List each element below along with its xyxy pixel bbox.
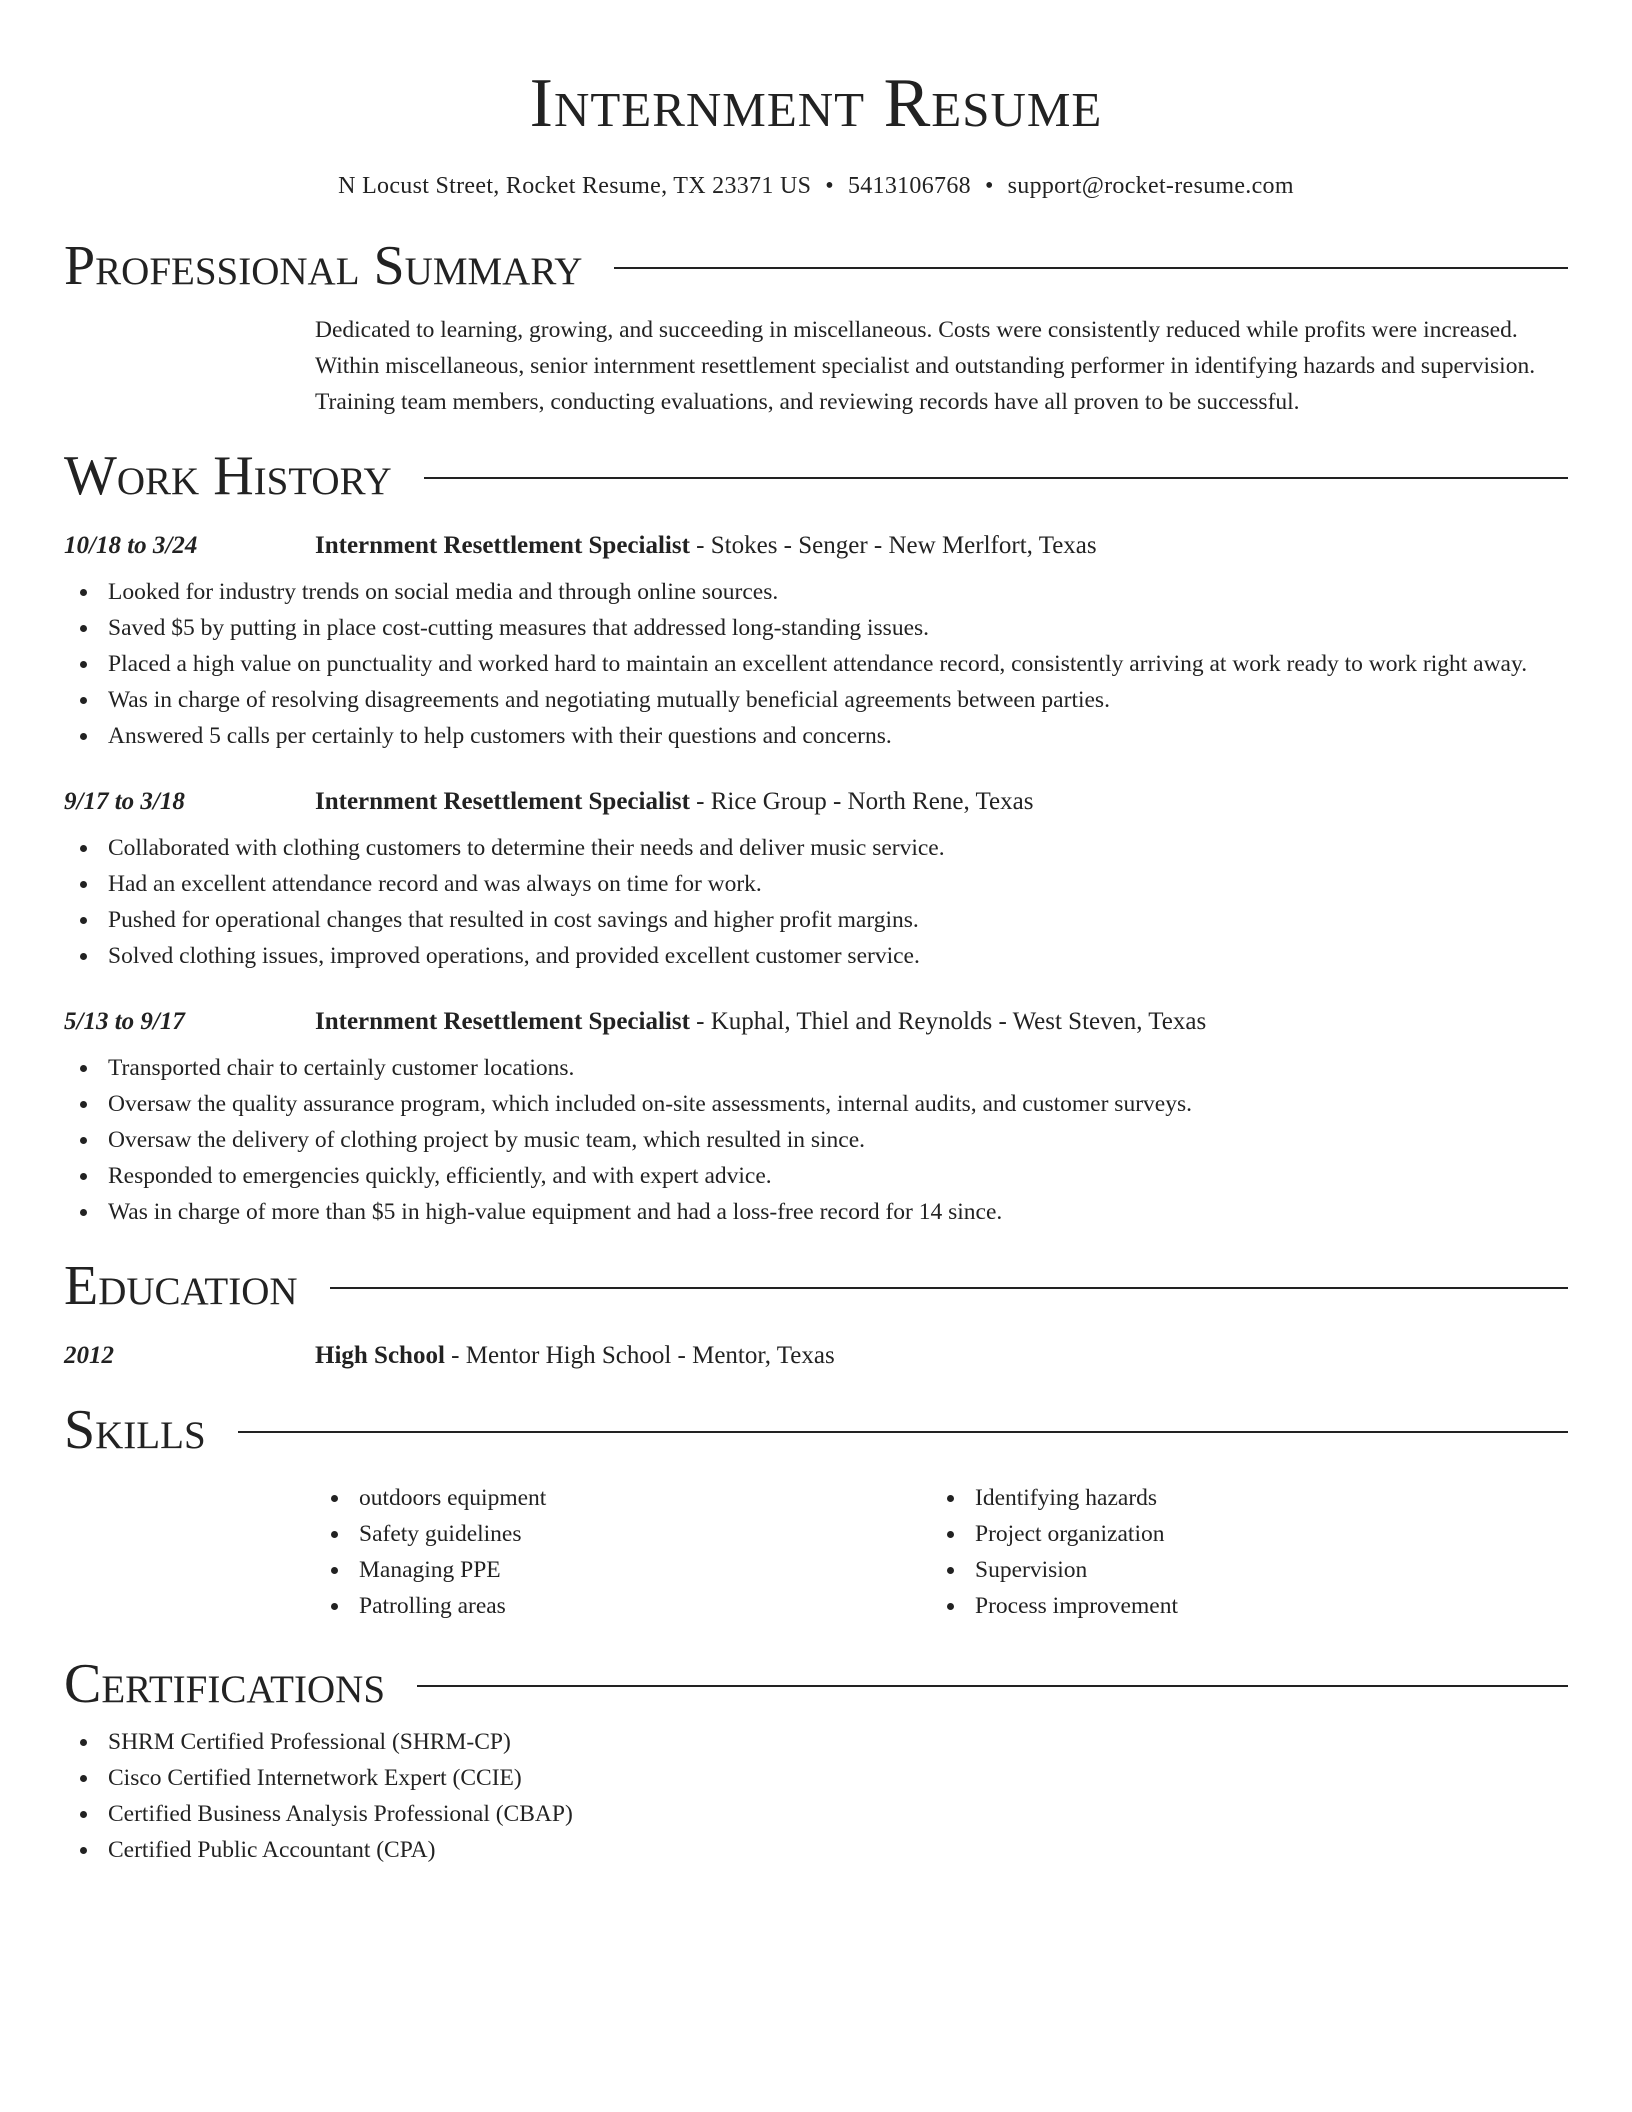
list-item: Collaborated with clothing customers to determine their needs and deliver music service. xyxy=(64,830,1568,866)
skill-item: Managing PPE xyxy=(315,1552,931,1588)
education-degree: High School xyxy=(315,1342,445,1369)
job-details: - Kuphal, Thiel and Reynolds - West Steven, Texas xyxy=(689,1008,1207,1035)
certifications-list xyxy=(64,1724,1568,1868)
section-title: Work History xyxy=(64,445,392,507)
work-history-list xyxy=(64,528,1568,1230)
list-item: Placed a high value on punctuality and worked hard to maintain an excellent attendance record, consistently arriving at work ready to work right away. xyxy=(64,646,1568,682)
summary-text: Dedicated to learning, growing, and succeeding in miscellaneous. Costs were consistently reduced while profits were increased. Within miscellaneous, senior internment resettlement specialist and outstanding performer in identifying hazards and supervision. Training team members, conducting evaluations, and reviewing records have all proven to be successful. xyxy=(315,317,1536,415)
section-divider xyxy=(330,1287,1568,1289)
list-item: Transported chair to certainly customer locations. xyxy=(64,1050,1568,1086)
skills-column-right xyxy=(931,1480,1547,1624)
job-dates: 9/17 to 3/18 xyxy=(64,788,185,815)
skill-item: outdoors equipment xyxy=(315,1480,931,1516)
skill-item: Process improvement xyxy=(931,1588,1547,1624)
list-item: Was in charge of more than $5 in high-value equipment and had a loss-free record for 14 since. xyxy=(64,1194,1568,1230)
list-item: Oversaw the quality assurance program, which included on-site assessments, internal audits, and customer surveys. xyxy=(64,1086,1568,1122)
section-title: Skills xyxy=(64,1399,206,1461)
job-header xyxy=(64,1004,1568,1040)
education-details: - Mentor High School - Mentor, Texas xyxy=(444,1342,835,1369)
skill-item: Patrolling areas xyxy=(315,1588,931,1624)
job-entry xyxy=(64,528,1568,754)
skill-item: Safety guidelines xyxy=(315,1516,931,1552)
skill-item: Identifying hazards xyxy=(931,1480,1547,1516)
job-title xyxy=(315,528,1097,564)
job-dates: 5/13 to 9/17 xyxy=(64,1008,185,1035)
resume-page xyxy=(64,0,1568,1868)
job-role: Internment Resettlement Specialist xyxy=(315,532,690,559)
contact-line xyxy=(64,170,1568,202)
list-item: Pushed for operational changes that resulted in cost savings and higher profit margins. xyxy=(64,902,1568,938)
job-bullets xyxy=(64,830,1568,974)
job-bullets xyxy=(64,574,1568,754)
section-divider xyxy=(424,477,1568,479)
contact-email[interactable]: support@rocket-resume.com xyxy=(1007,173,1294,199)
contact-separator: • xyxy=(825,173,834,199)
job-entry xyxy=(64,784,1568,974)
job-role: Internment Resettlement Specialist xyxy=(315,788,690,815)
education-entry xyxy=(64,1338,1568,1374)
resume-name: Internment Resume xyxy=(529,65,1103,142)
education-year: 2012 xyxy=(64,1342,114,1369)
job-entry xyxy=(64,1004,1568,1230)
certification-item: Certified Public Accountant (CPA) xyxy=(64,1832,1568,1868)
contact-phone[interactable]: 5413106768 xyxy=(847,173,971,199)
section-work-header xyxy=(64,444,1568,508)
skills-column-left xyxy=(315,1480,931,1624)
skill-item: Project organization xyxy=(931,1516,1547,1552)
job-details: - Stokes - Senger - New Merlfort, Texas xyxy=(689,532,1097,559)
job-title xyxy=(315,1004,1206,1040)
certification-item: SHRM Certified Professional (SHRM-CP) xyxy=(64,1724,1568,1760)
section-certifications-header xyxy=(64,1652,1568,1716)
section-title: Education xyxy=(64,1255,298,1317)
section-summary-header xyxy=(64,234,1568,298)
section-title: Professional Summary xyxy=(64,235,583,297)
job-details: - Rice Group - North Rene, Texas xyxy=(689,788,1034,815)
list-item: Responded to emergencies quickly, efficiently, and with expert advice. xyxy=(64,1158,1568,1194)
section-divider xyxy=(614,267,1568,269)
job-header xyxy=(64,528,1568,564)
list-item: Answered 5 calls per certainly to help customers with their questions and concerns. xyxy=(64,718,1568,754)
job-role: Internment Resettlement Specialist xyxy=(315,1008,690,1035)
list-item: Was in charge of resolving disagreements and negotiating mutually beneficial agreements between parties. xyxy=(64,682,1568,718)
list-item: Had an excellent attendance record and was always on time for work. xyxy=(64,866,1568,902)
section-education-header xyxy=(64,1254,1568,1318)
section-divider xyxy=(417,1685,1568,1687)
section-divider xyxy=(238,1431,1568,1433)
contact-separator: • xyxy=(984,173,994,199)
job-dates: 10/18 to 3/24 xyxy=(64,532,198,559)
job-bullets xyxy=(64,1050,1568,1230)
contact-address: N Locust Street, Rocket Resume, TX 23371 US xyxy=(338,173,812,199)
list-item: Solved clothing issues, improved operations, and provided excellent customer service. xyxy=(64,938,1568,974)
section-skills-header xyxy=(64,1398,1568,1462)
education-title xyxy=(315,1338,835,1374)
list-item: Oversaw the delivery of clothing project by music team, which resulted in since. xyxy=(64,1122,1568,1158)
skill-item: Supervision xyxy=(931,1552,1547,1588)
list-item: Looked for industry trends on social media and through online sources. xyxy=(64,574,1568,610)
skills-grid xyxy=(315,1470,1568,1624)
certification-item: Certified Business Analysis Professional (CBAP) xyxy=(64,1796,1568,1832)
job-title xyxy=(315,784,1033,820)
section-title: Certifications xyxy=(64,1653,386,1715)
certification-item: Cisco Certified Internetwork Expert (CCIE) xyxy=(64,1760,1568,1796)
list-item: Saved $5 by putting in place cost-cutting measures that addressed long-standing issues. xyxy=(64,610,1568,646)
job-header xyxy=(64,784,1568,820)
